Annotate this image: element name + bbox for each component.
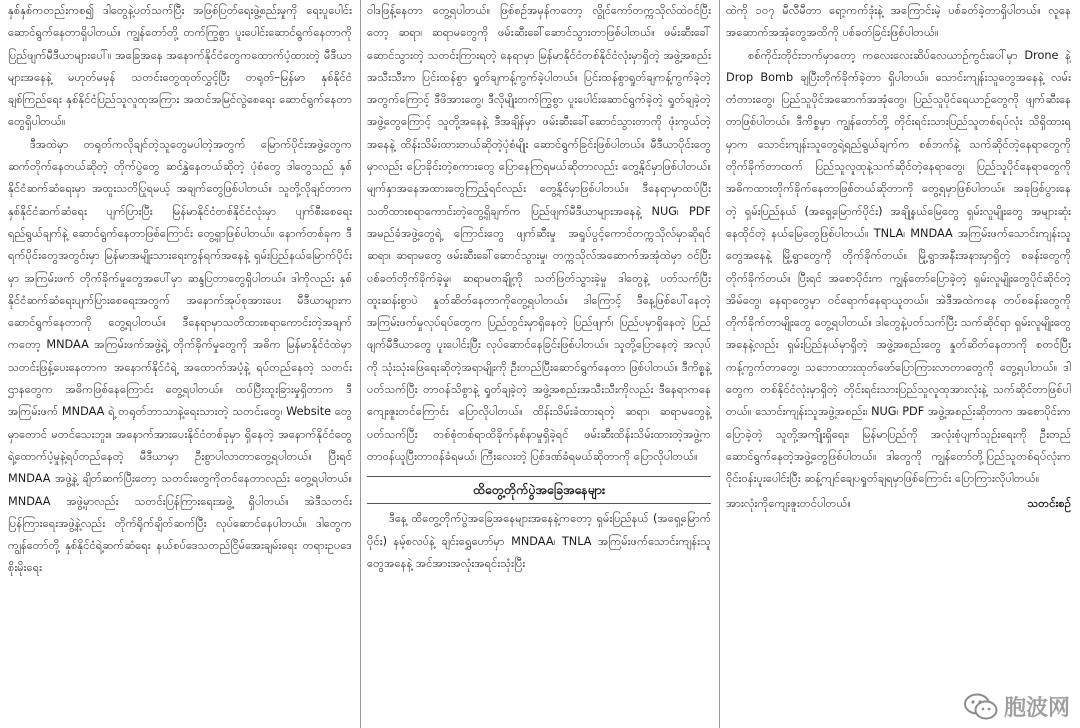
article-column-2 <box>367 0 720 728</box>
watermark-text: 胞波网 <box>1003 696 1070 721</box>
article-column-1 <box>8 0 361 728</box>
article-paragraph: ထဲကို ၁၀၇ မီလီမီတာ ရော့ကက်ဒုံးနဲ့ အကြောင်းမဲ့ ပစ်ခတ်ခဲ့တာရှိပါတယ်။ လူနေအဆောက်အအုံတွေအထိကို ပစ်ခတ်ခြင်းဖြစ်ပါတယ်။ <box>726 4 1071 40</box>
article-paragraph: နှစ်နှစ်ကတည်းကစ၍ ဒါတွေနဲ့ပတ်သက်ပြီး အဖြစ်ပြတ်ရေးဖွဲ့စည်းမှုကို ရေးပူပေါင်းဆောင်ရွက်နေတာရှိပါတယ်။ ကျွန်တော်တို့ တက်ကြွစွာ ပူးပေါင်းဆောင်ရွက်နေတာကို ပြည်ဖျက်မီဒီယာများပေါ်။ အခြေအနေ အနောက်နိုင်ငံတွေကထောက်ပံ့ထားတဲ့ မီဒီယာများအနေနဲ့ မဟုတ်မမှန် သတင်းတွေထုတ်လွှင့်ပြီး တရုတ်–မြန်မာ နှစ်နိုင်ငံချစ်ကြည်ရေး နှစ်နိုင်ငံပြည်သူလူထုအကြား အထင်အမြင်လွဲစေရေး ဆောင်ရွက်နေတာတွေရှိပါတယ်။ <box>8 4 352 129</box>
article-paragraph: ဝါဒဖြန့်နေတာ တွေ့ရပါတယ်။ ဖြစ်စဉ်အမှန်ကတော့ လွိုင်ကော်တက္ကသိုလ်ထဲဝင်ပြီးတော့ ဆရာ၊ ဆရာမတွေကို ဖမ်းဆီးခေါ်ဆောင်သွားတာဖြစ်ပါတယ်။ ဖမ်းဆီးခေါ်ဆောင်သွားတဲ့ သတင်းကြားရတဲ့ နေရာမှာ မြန်မာနိုင်ငံတစ်နိုင်ငံလုံးမှာရှိတဲ့ အဖွဲ့အစည်းအသီးသီးက ပြင်းထန်စွာ ရှုတ်ချကန့်ကွက်ခဲ့ပါတယ်။ ပြင်းထန်စွာရှုတ်ချကန့်ကွက်ခဲ့တဲ့အတွက်ကြောင့် ဒီဖိအားတွေ၊ ဒီလိုမျိုးတက်ကြွစွာ ပူးပေါင်းဆောင်ရွက်ခဲ့တဲ့ ရှုတ်ချခဲ့တဲ့အဖွဲ့တွေကြောင့် သူတို့အနေနဲ့ ဒီအချိန်မှာ ဖမ်းဆီးခေါ်ဆောင်သွားတာကို ဖုံးကွယ်တဲ့အနေနဲ့ ထိန်းသိမ်းထားတယ်ဆိုတဲ့ပုံစံမျိုး ဆောင်ရွက်ခြင်းဖြစ်ပါတယ်။ မီဒီယာပိုင်းတွေမှာလည်း ပြောခိုင်းတဲ့စကားတွေ ပြောနေကြရမယ်ဆိုတာလည်း တွေ့နိုင်မှာဖြစ်ပါတယ်။ မျက်နှာအနေအထားတွေကြည့်ရင်လည်း တွေ့နိုင်မှာဖြစ်ပါတယ်။ ဒီနေရာမှာထပ်ပြီး သတိထားစရာကောင်းတဲ့တွေ့ရှိချက်က ပြည်ဖျက်မီဒီယာများအနေနဲ့ NUG၊ PDF အမည်ခံအဖွဲ့တွေရဲ့ ကြောင်းတွေ ဖျက်ဆီးမှု အရှုပ်ပွင့်ကောင်တက္ကသိုလ်မှာဆိုရင် ဆရာ၊ ဆရာမတွေ ဖမ်းဆီးခေါ်ဆောင်သွားမှု၊ တက္ကသိုလ်အဆောက်အအုံထဲမှာ ဝင်ပြီး ပစ်ခတ်တိုက်ခိုက်ခဲ့မှု၊ ဆရာမတချို့ကို သတ်ဖြတ်သွားခဲ့မှု ဒါတွေနဲ့ ပတ်သက်ပြီး ထူးဆန်းစွာပဲ နှုတ်ဆိတ်နေတာကိုတွေ့ရပါတယ်။ ဒါကြောင့် ဒီနေ့ဖြစ်ပေါ်နေတဲ့ အကြမ်းဖက်မှုလုပ်ရပ်တွေက ပြည်တွင်းမှာရှိနေတဲ့ ပြည်ဖျက်၊ ပြည်ပမှာရှိနေတဲ့ ပြည်ဖျက်မီဒီယာတွေ ပူးပေါင်းပြီး လုပ်ဆောင်နေခြင်းဖြစ်ပါတယ်။ သူတို့ပြောနေတဲ့ အလုပ်ကို သုံးသုံးဖြေရေးဆိုတဲ့အရာမျိုးကို ဦးတည်ပြီးဆောင်ရွက်နေတာ ဖြစ်ပါတယ်။ ဒီကိစ္စနဲ့ပတ်သက်ပြီး တာဝန်သိစွာနဲ့ ရှုတ်ချခဲ့တဲ့ အဖွဲ့အစည်းအသီးသီးကိုလည်း ဒီနေရာကနေ ကျေးဇူးတင်ကြောင်း ပြောလိုပါတယ်။ ထိန်းသိမ်းခံထားရတဲ့ ဆရာ၊ ဆရာမတွေနဲ့ပတ်သက်ပြီး တစ်စုံတစ်ရာထိခိုက်နစ်နာမှုရှိခဲ့ရင် ဖမ်းဆီးထိန်းသိမ်းထားတဲ့အဖွဲ့က တာဝန်ယူပြီးတာဝန်ခံရမယ်၊ ကြီးလေးတဲ့ ပြစ်ဒဏ်ခံရမယ်ဆိုတာကို ပြောလိုပါတယ်။ <box>367 4 711 463</box>
author-credit: သတင်းစဉ် <box>1027 496 1071 510</box>
article-paragraph: ဒီအထဲမှာ တရုတ်ကလိုချင်တဲ့သူတွေမပါတဲ့အတွက် မြောက်ပိုင်းအဖွဲ့တွေက ဆက်တိုက်နေတယ်ဆိုတဲ့ တိုက်ပွဲတွေ ဆင်နွှဲနေတယ်ဆိုတဲ့ ပုံစံတွေ ဒါတွေသည် နှစ်နိုင်ငံဆက်ဆံရေးမှာ အထူးသတိပြုရမယ့် အချက်တွေဖြစ်ပါတယ်။ သူတို့လိုချင်တာက နှစ်နိုင်ငံဆက်ဆံရေး ပျက်ပြားပြီး မြန်မာနိုင်ငံတစ်နိုင်ငံလုံးမှာ ပျက်စီးစေရေးရည်ရွယ်ချက်နဲ့ ဆောင်ရွက်နေတာဖြစ်ကြောင်း တွေ့ရှာဖြစ်ပါတယ်။ နောက်တစ်ခုက ဒီရက်ပိုင်းတွေအတွင်းမှာ မြန်မာအမျိုးသားရေးကွန်ရက်အနေနဲ့ ရှမ်းပြည်နယ်မြောက်ပိုင်းမှာ အကြမ်းဖက် တိုက်ခိုက်မှုတွေအပေါ်မှာ ဆန္ဒပြတာတွေရှိပါတယ်။ ဒါကိုလည်း နှစ်နိုင်ငံဆက်ဆံရေးပျက်ပြားစေရေးအတွက် အနောက်အုပ်စုအားပေး မီဒီယာများက ဆောင်ရွက်နေတာကို တွေ့ရပါတယ်။ ဒီနေရာမှာသတိထားစရာကောင်းတဲ့အချက်ကတော့ MNDAA အကြမ်းဖက်အဖွဲ့ရဲ့ တိုက်ခိုက်မှုတွေကို အဓိက မြန်မာနိုင်ငံထဲမှာ သတင်းဖြန့်ပေးနေတာက အနောက်နိုင်ငံရဲ့ အထောက်အပံ့နဲ့ ရပ်တည်နေတဲ့ သတင်းဌာနတွေက အဓိကဖြစ်နေကြောင်း တွေ့ရပါတယ်။ ထပ်ပြီးထူးခြားမှုရှိတာက ဒီအကြမ်းဖက် MNDAA ရဲ့ တရုတ်ဘာသာနဲ့ရေးသားတဲ့ သတင်းတွေ၊ Website တွေမှာတောင် မတင်သေးဘူး။ အနောက်အားပေးနိုင်ငံတစ်ခုမှာ ရှိနေတဲ့ အနောက်နိုင်ငံတွေရဲ့ထောက်ပံ့မှုနဲ့ရပ်တည်နေတဲ့ မီဒီယာမှာ ဦးစွာပါလာတာတွေ့ရပါတယ်။ ပြီးရင် MNDAA အဖွဲ့နဲ့ ချိတ်ဆက်ပြီးတော့ သတင်းတွေကိုတင်နေတာလည်း တွေ့ရပါတယ်။ MNDAA အဖွဲ့မှာလည်း သတင်းပြန်ကြားရေးအဖွဲ့ ရှိပါတယ်။ အဲဒီသတင်းပြန်ကြားရေးအဖွဲ့နဲ့လည်း တိုက်ရိုက်ချိတ်ဆက်ပြီး လုပ်ဆောင်နေပါတယ်။ ဒါတွေက ကျွန်တော်တို့ နှစ်နိုင်ငံရဲ့ဆက်ဆံရေး နယ်စပ်ဒေသတည်ငြိမ်အေးချမ်းရေး တရားဥပဒေစိုးမိုးရေး <box>8 137 352 575</box>
section-heading: ထိတွေ့တိုက်ပွဲအခြေအနေများ <box>367 476 711 504</box>
wechat-icon <box>964 693 998 721</box>
article-column-3 <box>726 0 1071 728</box>
article-paragraph: စစ်ကိုင်းတိုင်းဘက်မှာတော့ ကလေးလေးဆိပ်လေယာဉ်ကွင်းပေါ်မှာ Drone နဲ့ Drop Bomb ချပြီးတိုက်ခိုက်ခဲ့တာ ရှိပါတယ်။ သောင်းကျန်းသူတွေအနေနဲ့ လမ်းတံတားတွေ၊ ပြည်သူပိုင်အဆောက်အအုံတွေ၊ ပြည်သူပိုင်ရေယာဉ်တွေကို ဖျက်ဆီးနေတာဖြစ်ပါတယ်။ ဒီကိစ္စမှာ ကျွန်တော်တို့ တိုင်းရင်းသားပြည်သူတစ်ရပ်လုံး သိရှိထားရမှာက သောင်းကျန်းသူတွေရဲ့ရည်ရွယ်ချက်က စစ်ဘက်နဲ့ သက်ဆိုင်တဲ့နေရာတွေကို တိုက်ခိုက်တာထက် ပြည်သူလူထုနဲ့သက်ဆိုင်တဲ့နေရာတွေ၊ ပြည်သူပိုင်နေရာတွေကို အဓိကထားတိုက်ခိုက်နေတာဖြစ်တယ်ဆိုတာကို တွေ့ရမှာဖြစ်ပါတယ်။ အခုဖြစ်ပွားနေတဲ့ ရှမ်းပြည်နယ် (အရှေ့မြောက်ပိုင်း) အချို့နယ်မြေတွေ ရှမ်းလူမျိုးတွေ အများဆုံးနေထိုင်တဲ့ နယ်မြေတွေဖြစ်ပါတယ်။ TNLA၊ MNDAA အကြမ်းဖက်သောင်းကျန်းသူတွေအနေနဲ့ မြို့ရွာတွေကို တိုက်ခိုက်တယ်။ မြို့ရွာအနီးအနားမှာရှိတဲ့ စခန်းတွေကိုတိုက်ခိုက်တယ်။ ပြီးရင် အစောပိုင်းက ကျွန်တော်ပြောခဲ့တဲ့ ရှမ်းလူမျိုးတွေပိုင်ဆိုင်တဲ့ အိမ်တွေ၊ နေရာတွေမှာ ဝင်ရောက်နေရာယူတယ်။ အဲဒီအထဲကနေ တပ်စခန်းတွေကို တိုက်ခိုက်တာမျိုးတွေ တွေ့ရပါတယ်။ ဒါတွေနဲ့ပတ်သက်ပြီး သက်ဆိုင်ရာ ရှမ်းလူမျိုးတွေအနေနဲ့လည်း ရှမ်းပြည်နယ်မှာရှိတဲ့ အဖွဲ့အစည်းတွေ နှုတ်ဆိတ်နေတာကို စတင်ပြီးကန့်ကွက်တာတွေ၊ သဘောထားထုတ်ဖော်ပြောကြားလာတာတွေကို တွေ့ရပါတယ်။ ဒါတွေက တစ်နိုင်ငံလုံးမှာရှိတဲ့ တိုင်းရင်းသားပြည်သူလူထုအားလုံးနဲ့ သက်ဆိုင်တာဖြစ်ပါတယ်။ သောင်းကျန်းသူအဖွဲ့အစည်း၊ NUG၊ PDF အဖွဲ့အစည်းဆိုတာက အစောပိုင်းကပြောခဲ့တဲ့ သူတို့အကျိုးရှိရေး၊ မြန်မာပြည်ကို အလုံးစုံပျက်သုဉ်းရေးကို ဦးတည်ဆောင်ရွက်နေတဲ့အဖွဲ့တွေဖြစ်ပါတယ်။ ဒါတွေကို ကျွန်တော်တို့ပြည်သူတစ်ရပ်လုံးက ဝိုင်းဝန်းပူးပေါင်းပြီး ဆန့်ကျင်ချေပရှုတ်ချရမှာဖြစ်ကြောင်း ပြောကြားလိုပါတယ်။ <box>726 48 1071 486</box>
article-paragraph: ဒီနေ့ ထိတွေ့တိုက်ပွဲအခြေအနေများအနေနဲ့ကတော့ ရှမ်းပြည်နယ် (အရှေ့မြောက်ပိုင်း) နမ့်စလပ်နဲ့ ချင်းရွှေဟော်မှာ MNDAA၊ TNLA အကြမ်းဖက်သောင်းကျန်းသူတွေအနေနဲ့ အင်အားအလုံးအရင်းသုံးပြီး <box>367 512 711 570</box>
thanks-text: အားလုံးကိုကျေးဇူးတင်ပါတယ်။ <box>726 496 851 510</box>
article-signoff <box>726 493 1071 515</box>
watermark <box>964 691 1070 722</box>
